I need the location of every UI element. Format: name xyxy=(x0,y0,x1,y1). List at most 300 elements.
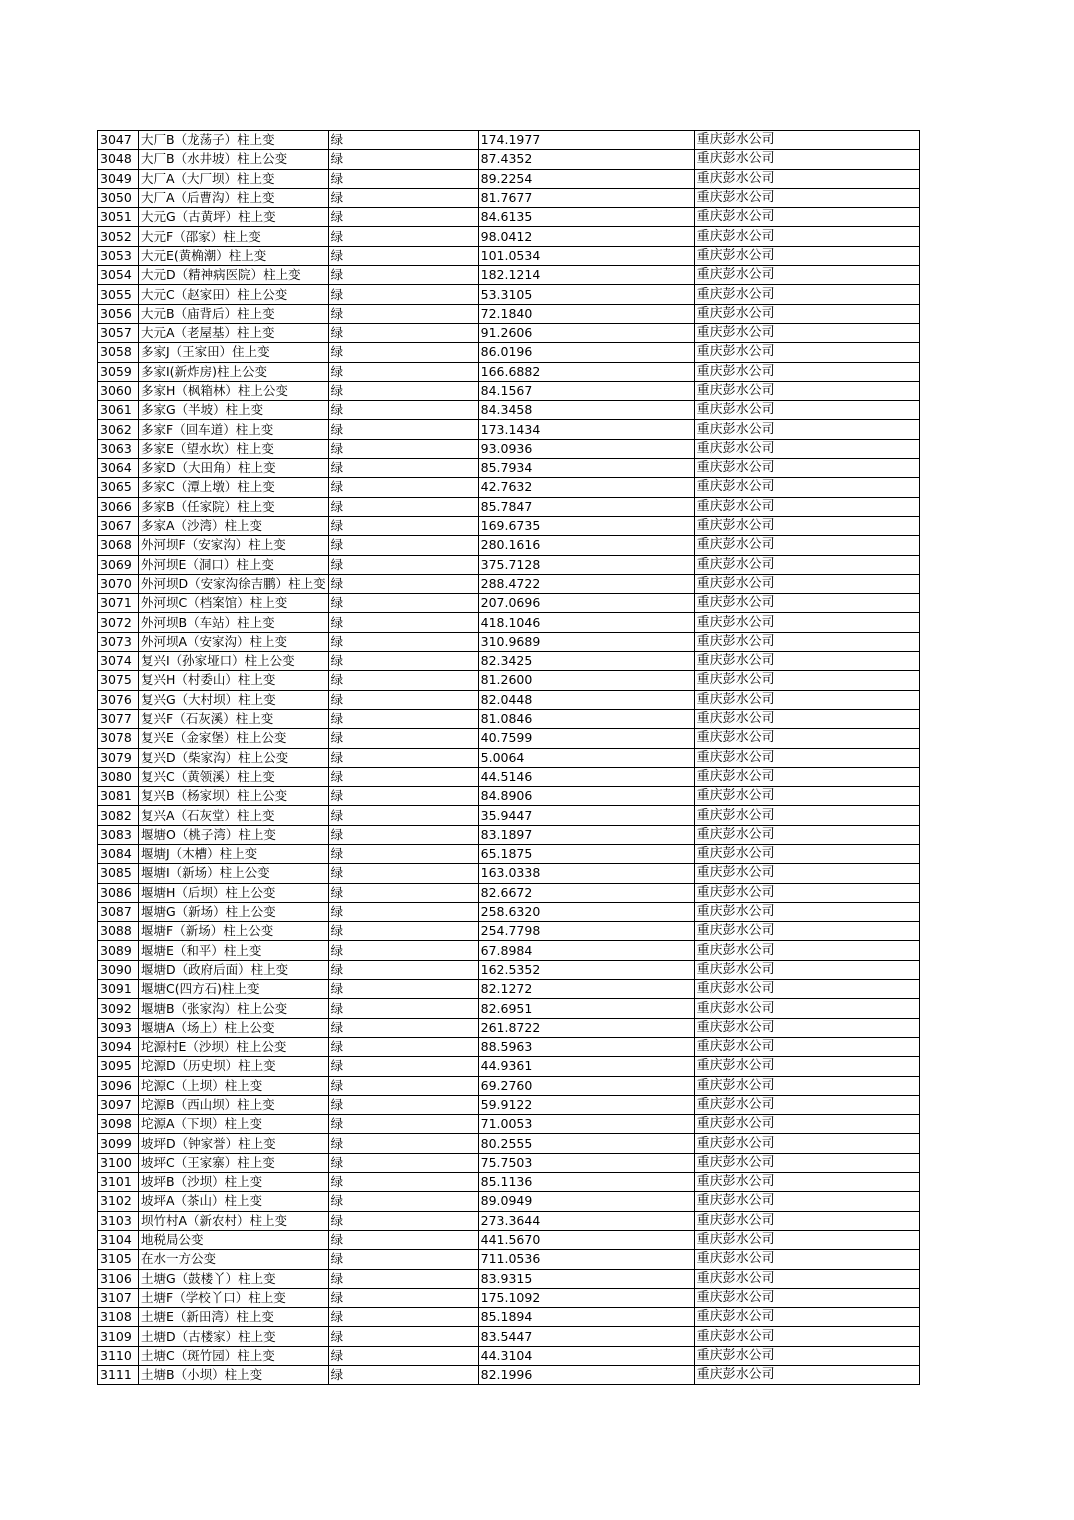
company-cell: 重庆彭水公司 xyxy=(694,227,919,246)
status-cell: 绿 xyxy=(328,999,478,1018)
company-cell: 重庆彭水公司 xyxy=(694,1018,919,1037)
status-cell: 绿 xyxy=(328,1250,478,1269)
row-id-cell: 3071 xyxy=(98,594,139,613)
row-id-cell: 3083 xyxy=(98,825,139,844)
station-name-cell: 土塘G（鼓楼丫）柱上变 xyxy=(139,1269,329,1288)
value-cell: 84.6135 xyxy=(478,208,694,227)
company-cell: 重庆彭水公司 xyxy=(694,439,919,458)
company-cell: 重庆彭水公司 xyxy=(694,1250,919,1269)
status-cell: 绿 xyxy=(328,420,478,439)
table-row xyxy=(98,1230,920,1249)
company-cell: 重庆彭水公司 xyxy=(694,1134,919,1153)
row-id-cell: 3095 xyxy=(98,1057,139,1076)
station-name-cell: 坡坪B（沙坝）柱上变 xyxy=(139,1173,329,1192)
company-cell: 重庆彭水公司 xyxy=(694,999,919,1018)
company-cell: 重庆彭水公司 xyxy=(694,401,919,420)
station-name-cell: 堰塘O（桃子湾）柱上变 xyxy=(139,825,329,844)
company-cell: 重庆彭水公司 xyxy=(694,1366,919,1385)
table-row xyxy=(98,1269,920,1288)
station-name-cell: 坨源村E（沙坝）柱上公变 xyxy=(139,1037,329,1056)
company-cell: 重庆彭水公司 xyxy=(694,1288,919,1307)
station-name-cell: 多家C（潭上墩）柱上变 xyxy=(139,478,329,497)
row-id-cell: 3104 xyxy=(98,1230,139,1249)
row-id-cell: 3077 xyxy=(98,709,139,728)
company-cell: 重庆彭水公司 xyxy=(694,902,919,921)
company-cell: 重庆彭水公司 xyxy=(694,304,919,323)
company-cell: 重庆彭水公司 xyxy=(694,1076,919,1095)
table-row xyxy=(98,1366,920,1385)
table-row xyxy=(98,343,920,362)
value-cell: 207.0696 xyxy=(478,594,694,613)
row-id-cell: 3078 xyxy=(98,729,139,748)
station-name-cell: 多家J（王家田）住上变 xyxy=(139,343,329,362)
value-cell: 59.9122 xyxy=(478,1095,694,1114)
company-cell: 重庆彭水公司 xyxy=(694,690,919,709)
status-cell: 绿 xyxy=(328,1346,478,1365)
status-cell: 绿 xyxy=(328,169,478,188)
row-id-cell: 3103 xyxy=(98,1211,139,1230)
value-cell: 182.1214 xyxy=(478,266,694,285)
row-id-cell: 3111 xyxy=(98,1366,139,1385)
value-cell: 418.1046 xyxy=(478,613,694,632)
table-row xyxy=(98,381,920,400)
company-cell: 重庆彭水公司 xyxy=(694,1346,919,1365)
row-id-cell: 3061 xyxy=(98,401,139,420)
company-cell: 重庆彭水公司 xyxy=(694,381,919,400)
table-row xyxy=(98,883,920,902)
row-id-cell: 3060 xyxy=(98,381,139,400)
row-id-cell: 3094 xyxy=(98,1037,139,1056)
row-id-cell: 3075 xyxy=(98,671,139,690)
value-cell: 72.1840 xyxy=(478,304,694,323)
row-id-cell: 3088 xyxy=(98,922,139,941)
station-name-cell: 多家D（大田角）柱上变 xyxy=(139,459,329,478)
row-id-cell: 3093 xyxy=(98,1018,139,1037)
table-row xyxy=(98,748,920,767)
status-cell: 绿 xyxy=(328,594,478,613)
company-cell: 重庆彭水公司 xyxy=(694,555,919,574)
station-name-cell: 堰塘J（木槽）柱上变 xyxy=(139,844,329,863)
status-cell: 绿 xyxy=(328,1327,478,1346)
station-name-cell: 土塘C（斑竹园）柱上变 xyxy=(139,1346,329,1365)
company-cell: 重庆彭水公司 xyxy=(694,536,919,555)
value-cell: 83.5447 xyxy=(478,1327,694,1346)
station-name-cell: 复兴A（石灰堂）柱上变 xyxy=(139,806,329,825)
table-row xyxy=(98,497,920,516)
station-name-cell: 复兴E（金家堡）柱上公变 xyxy=(139,729,329,748)
table-row xyxy=(98,478,920,497)
status-cell: 绿 xyxy=(328,941,478,960)
station-name-cell: 大元B（庙背后）柱上变 xyxy=(139,304,329,323)
company-cell: 重庆彭水公司 xyxy=(694,1095,919,1114)
station-name-cell: 堰塘C(四方石)柱上变 xyxy=(139,980,329,999)
status-cell: 绿 xyxy=(328,536,478,555)
value-cell: 87.4352 xyxy=(478,150,694,169)
station-name-cell: 大厂A（大厂坝）柱上变 xyxy=(139,169,329,188)
company-cell: 重庆彭水公司 xyxy=(694,1192,919,1211)
company-cell: 重庆彭水公司 xyxy=(694,1269,919,1288)
value-cell: 83.1897 xyxy=(478,825,694,844)
value-cell: 89.2254 xyxy=(478,169,694,188)
status-cell: 绿 xyxy=(328,806,478,825)
value-cell: 82.0448 xyxy=(478,690,694,709)
row-id-cell: 3048 xyxy=(98,150,139,169)
company-cell: 重庆彭水公司 xyxy=(694,574,919,593)
status-cell: 绿 xyxy=(328,304,478,323)
status-cell: 绿 xyxy=(328,1269,478,1288)
company-cell: 重庆彭水公司 xyxy=(694,613,919,632)
company-cell: 重庆彭水公司 xyxy=(694,1057,919,1076)
company-cell: 重庆彭水公司 xyxy=(694,1211,919,1230)
table-row xyxy=(98,844,920,863)
row-id-cell: 3108 xyxy=(98,1308,139,1327)
table-row xyxy=(98,304,920,323)
station-name-cell: 多家E（望水坎）柱上变 xyxy=(139,439,329,458)
station-name-cell: 堰塘B（张家沟）柱上公变 xyxy=(139,999,329,1018)
row-id-cell: 3086 xyxy=(98,883,139,902)
row-id-cell: 3066 xyxy=(98,497,139,516)
row-id-cell: 3059 xyxy=(98,362,139,381)
value-cell: 35.9447 xyxy=(478,806,694,825)
row-id-cell: 3097 xyxy=(98,1095,139,1114)
station-name-cell: 大元D（精神病医院）柱上变 xyxy=(139,266,329,285)
status-cell: 绿 xyxy=(328,864,478,883)
status-cell: 绿 xyxy=(328,1037,478,1056)
table-row xyxy=(98,787,920,806)
company-cell: 重庆彭水公司 xyxy=(694,960,919,979)
row-id-cell: 3072 xyxy=(98,613,139,632)
status-cell: 绿 xyxy=(328,613,478,632)
value-cell: 261.8722 xyxy=(478,1018,694,1037)
station-name-cell: 多家B（任家院）柱上变 xyxy=(139,497,329,516)
station-name-cell: 坡坪A（茶山）柱上变 xyxy=(139,1192,329,1211)
company-cell: 重庆彭水公司 xyxy=(694,922,919,941)
value-cell: 84.3458 xyxy=(478,401,694,420)
value-cell: 80.2555 xyxy=(478,1134,694,1153)
station-name-cell: 大元E(黄桷潮）柱上变 xyxy=(139,246,329,265)
station-name-cell: 大厂A（后曹沟）柱上变 xyxy=(139,188,329,207)
table-row xyxy=(98,999,920,1018)
value-cell: 280.1616 xyxy=(478,536,694,555)
table-row xyxy=(98,188,920,207)
table-row xyxy=(98,825,920,844)
status-cell: 绿 xyxy=(328,574,478,593)
row-id-cell: 3064 xyxy=(98,459,139,478)
company-cell: 重庆彭水公司 xyxy=(694,459,919,478)
table-row xyxy=(98,1076,920,1095)
value-cell: 310.9689 xyxy=(478,632,694,651)
table-row xyxy=(98,767,920,786)
value-cell: 69.2760 xyxy=(478,1076,694,1095)
row-id-cell: 3106 xyxy=(98,1269,139,1288)
table-row xyxy=(98,208,920,227)
row-id-cell: 3110 xyxy=(98,1346,139,1365)
value-cell: 85.1136 xyxy=(478,1173,694,1192)
station-name-cell: 复兴I（孙家垭口）柱上公变 xyxy=(139,652,329,671)
table-row xyxy=(98,613,920,632)
table-row xyxy=(98,709,920,728)
status-cell: 绿 xyxy=(328,1230,478,1249)
value-cell: 166.6882 xyxy=(478,362,694,381)
row-id-cell: 3056 xyxy=(98,304,139,323)
row-id-cell: 3098 xyxy=(98,1115,139,1134)
value-cell: 375.7128 xyxy=(478,555,694,574)
station-name-cell: 坨源A（下坝）柱上变 xyxy=(139,1115,329,1134)
row-id-cell: 3067 xyxy=(98,516,139,535)
table-row xyxy=(98,1115,920,1134)
value-cell: 44.5146 xyxy=(478,767,694,786)
company-cell: 重庆彭水公司 xyxy=(694,420,919,439)
status-cell: 绿 xyxy=(328,844,478,863)
status-cell: 绿 xyxy=(328,709,478,728)
company-cell: 重庆彭水公司 xyxy=(694,1153,919,1172)
table-row xyxy=(98,806,920,825)
row-id-cell: 3085 xyxy=(98,864,139,883)
value-cell: 84.8906 xyxy=(478,787,694,806)
station-name-cell: 外河坝D（安家沟徐吉鹏）柱上变 xyxy=(139,574,329,593)
status-cell: 绿 xyxy=(328,266,478,285)
company-cell: 重庆彭水公司 xyxy=(694,632,919,651)
station-name-cell: 堰塘D（政府后面）柱上变 xyxy=(139,960,329,979)
station-name-cell: 土塘B（小坝）柱上变 xyxy=(139,1366,329,1385)
company-cell: 重庆彭水公司 xyxy=(694,169,919,188)
value-cell: 82.6951 xyxy=(478,999,694,1018)
status-cell: 绿 xyxy=(328,1288,478,1307)
table-row xyxy=(98,1308,920,1327)
status-cell: 绿 xyxy=(328,632,478,651)
station-name-cell: 土塘F（学校丫口）柱上变 xyxy=(139,1288,329,1307)
table-row xyxy=(98,536,920,555)
value-cell: 85.7934 xyxy=(478,459,694,478)
value-cell: 84.1567 xyxy=(478,381,694,400)
status-cell: 绿 xyxy=(328,960,478,979)
table-row xyxy=(98,1288,920,1307)
station-name-cell: 复兴H（村委山）柱上变 xyxy=(139,671,329,690)
value-cell: 98.0412 xyxy=(478,227,694,246)
status-cell: 绿 xyxy=(328,652,478,671)
company-cell: 重庆彭水公司 xyxy=(694,150,919,169)
value-cell: 83.9315 xyxy=(478,1269,694,1288)
status-cell: 绿 xyxy=(328,1192,478,1211)
table-row xyxy=(98,1250,920,1269)
row-id-cell: 3054 xyxy=(98,266,139,285)
row-id-cell: 3068 xyxy=(98,536,139,555)
status-cell: 绿 xyxy=(328,1076,478,1095)
company-cell: 重庆彭水公司 xyxy=(694,1037,919,1056)
company-cell: 重庆彭水公司 xyxy=(694,131,919,150)
company-cell: 重庆彭水公司 xyxy=(694,806,919,825)
table-row xyxy=(98,323,920,342)
table-row xyxy=(98,131,920,150)
status-cell: 绿 xyxy=(328,1153,478,1172)
table-row xyxy=(98,864,920,883)
value-cell: 82.3425 xyxy=(478,652,694,671)
status-cell: 绿 xyxy=(328,1173,478,1192)
row-id-cell: 3073 xyxy=(98,632,139,651)
value-cell: 441.5670 xyxy=(478,1230,694,1249)
table-row xyxy=(98,1134,920,1153)
company-cell: 重庆彭水公司 xyxy=(694,671,919,690)
station-name-cell: 大元G（古黄坪）柱上变 xyxy=(139,208,329,227)
value-cell: 162.5352 xyxy=(478,960,694,979)
table-row xyxy=(98,922,920,941)
row-id-cell: 3069 xyxy=(98,555,139,574)
company-cell: 重庆彭水公司 xyxy=(694,825,919,844)
table-row xyxy=(98,1173,920,1192)
status-cell: 绿 xyxy=(328,131,478,150)
value-cell: 88.5963 xyxy=(478,1037,694,1056)
status-cell: 绿 xyxy=(328,497,478,516)
value-cell: 82.1996 xyxy=(478,1366,694,1385)
table-row xyxy=(98,401,920,420)
status-cell: 绿 xyxy=(328,381,478,400)
value-cell: 174.1977 xyxy=(478,131,694,150)
row-id-cell: 3084 xyxy=(98,844,139,863)
status-cell: 绿 xyxy=(328,150,478,169)
status-cell: 绿 xyxy=(328,1018,478,1037)
value-cell: 288.4722 xyxy=(478,574,694,593)
status-cell: 绿 xyxy=(328,343,478,362)
company-cell: 重庆彭水公司 xyxy=(694,208,919,227)
station-name-cell: 堰塘H（后坝）柱上公变 xyxy=(139,883,329,902)
status-cell: 绿 xyxy=(328,1366,478,1385)
station-name-cell: 复兴B（杨家坝）柱上公变 xyxy=(139,787,329,806)
table-row xyxy=(98,1211,920,1230)
value-cell: 91.2606 xyxy=(478,323,694,342)
value-cell: 42.7632 xyxy=(478,478,694,497)
row-id-cell: 3096 xyxy=(98,1076,139,1095)
value-cell: 44.3104 xyxy=(478,1346,694,1365)
value-cell: 173.1434 xyxy=(478,420,694,439)
company-cell: 重庆彭水公司 xyxy=(694,478,919,497)
company-cell: 重庆彭水公司 xyxy=(694,1115,919,1134)
status-cell: 绿 xyxy=(328,555,478,574)
table-row xyxy=(98,1327,920,1346)
station-name-cell: 外河坝E（洞口）柱上变 xyxy=(139,555,329,574)
station-name-cell: 坨源D（历史坝）柱上变 xyxy=(139,1057,329,1076)
company-cell: 重庆彭水公司 xyxy=(694,1327,919,1346)
status-cell: 绿 xyxy=(328,1095,478,1114)
status-cell: 绿 xyxy=(328,883,478,902)
value-cell: 163.0338 xyxy=(478,864,694,883)
table-row xyxy=(98,1346,920,1365)
table-row xyxy=(98,652,920,671)
row-id-cell: 3109 xyxy=(98,1327,139,1346)
row-id-cell: 3079 xyxy=(98,748,139,767)
row-id-cell: 3101 xyxy=(98,1173,139,1192)
station-name-cell: 坨源B（西山坝）柱上变 xyxy=(139,1095,329,1114)
value-cell: 81.7677 xyxy=(478,188,694,207)
value-cell: 711.0536 xyxy=(478,1250,694,1269)
station-name-cell: 多家A（沙湾）柱上变 xyxy=(139,516,329,535)
table-row xyxy=(98,169,920,188)
row-id-cell: 3099 xyxy=(98,1134,139,1153)
table-row xyxy=(98,516,920,535)
value-cell: 40.7599 xyxy=(478,729,694,748)
status-cell: 绿 xyxy=(328,1308,478,1327)
value-cell: 71.0053 xyxy=(478,1115,694,1134)
table-row xyxy=(98,362,920,381)
status-cell: 绿 xyxy=(328,1134,478,1153)
table-row xyxy=(98,227,920,246)
company-cell: 重庆彭水公司 xyxy=(694,787,919,806)
table-row xyxy=(98,594,920,613)
table-row xyxy=(98,1095,920,1114)
table-row xyxy=(98,150,920,169)
value-cell: 81.2600 xyxy=(478,671,694,690)
row-id-cell: 3050 xyxy=(98,188,139,207)
company-cell: 重庆彭水公司 xyxy=(694,748,919,767)
row-id-cell: 3070 xyxy=(98,574,139,593)
status-cell: 绿 xyxy=(328,825,478,844)
station-name-cell: 外河坝A（安家沟）柱上变 xyxy=(139,632,329,651)
row-id-cell: 3062 xyxy=(98,420,139,439)
station-name-cell: 大厂B（龙荡子）柱上变 xyxy=(139,131,329,150)
table-row xyxy=(98,902,920,921)
table-row xyxy=(98,941,920,960)
company-cell: 重庆彭水公司 xyxy=(694,864,919,883)
value-cell: 273.3644 xyxy=(478,1211,694,1230)
status-cell: 绿 xyxy=(328,671,478,690)
status-cell: 绿 xyxy=(328,362,478,381)
value-cell: 5.0064 xyxy=(478,748,694,767)
status-cell: 绿 xyxy=(328,767,478,786)
table-row xyxy=(98,439,920,458)
company-cell: 重庆彭水公司 xyxy=(694,323,919,342)
value-cell: 82.1272 xyxy=(478,980,694,999)
row-id-cell: 3082 xyxy=(98,806,139,825)
station-name-cell: 复兴F（石灰溪）柱上变 xyxy=(139,709,329,728)
table-row xyxy=(98,266,920,285)
table-row xyxy=(98,729,920,748)
status-cell: 绿 xyxy=(328,902,478,921)
value-cell: 175.1092 xyxy=(478,1288,694,1307)
value-cell: 67.8984 xyxy=(478,941,694,960)
status-cell: 绿 xyxy=(328,188,478,207)
status-cell: 绿 xyxy=(328,478,478,497)
table-row xyxy=(98,671,920,690)
status-cell: 绿 xyxy=(328,459,478,478)
station-name-cell: 外河坝B（车站）柱上变 xyxy=(139,613,329,632)
value-cell: 44.9361 xyxy=(478,1057,694,1076)
station-name-cell: 堰塘I（新场）柱上公变 xyxy=(139,864,329,883)
row-id-cell: 3063 xyxy=(98,439,139,458)
value-cell: 53.3105 xyxy=(478,285,694,304)
row-id-cell: 3089 xyxy=(98,941,139,960)
status-cell: 绿 xyxy=(328,729,478,748)
row-id-cell: 3100 xyxy=(98,1153,139,1172)
station-name-cell: 多家H（枫箱林）柱上公变 xyxy=(139,381,329,400)
table-row xyxy=(98,690,920,709)
status-cell: 绿 xyxy=(328,516,478,535)
table-row xyxy=(98,285,920,304)
station-name-cell: 坨源C（上坝）柱上变 xyxy=(139,1076,329,1095)
row-id-cell: 3107 xyxy=(98,1288,139,1307)
company-cell: 重庆彭水公司 xyxy=(694,652,919,671)
status-cell: 绿 xyxy=(328,1211,478,1230)
station-name-cell: 土塘E（新田湾）柱上变 xyxy=(139,1308,329,1327)
value-cell: 101.0534 xyxy=(478,246,694,265)
station-name-cell: 复兴C（黄领溪）柱上变 xyxy=(139,767,329,786)
table-row xyxy=(98,1037,920,1056)
company-cell: 重庆彭水公司 xyxy=(694,729,919,748)
status-cell: 绿 xyxy=(328,208,478,227)
station-name-cell: 大元C（赵家田）柱上公变 xyxy=(139,285,329,304)
row-id-cell: 3080 xyxy=(98,767,139,786)
company-cell: 重庆彭水公司 xyxy=(694,767,919,786)
company-cell: 重庆彭水公司 xyxy=(694,285,919,304)
station-name-cell: 大元F（邵家）柱上变 xyxy=(139,227,329,246)
